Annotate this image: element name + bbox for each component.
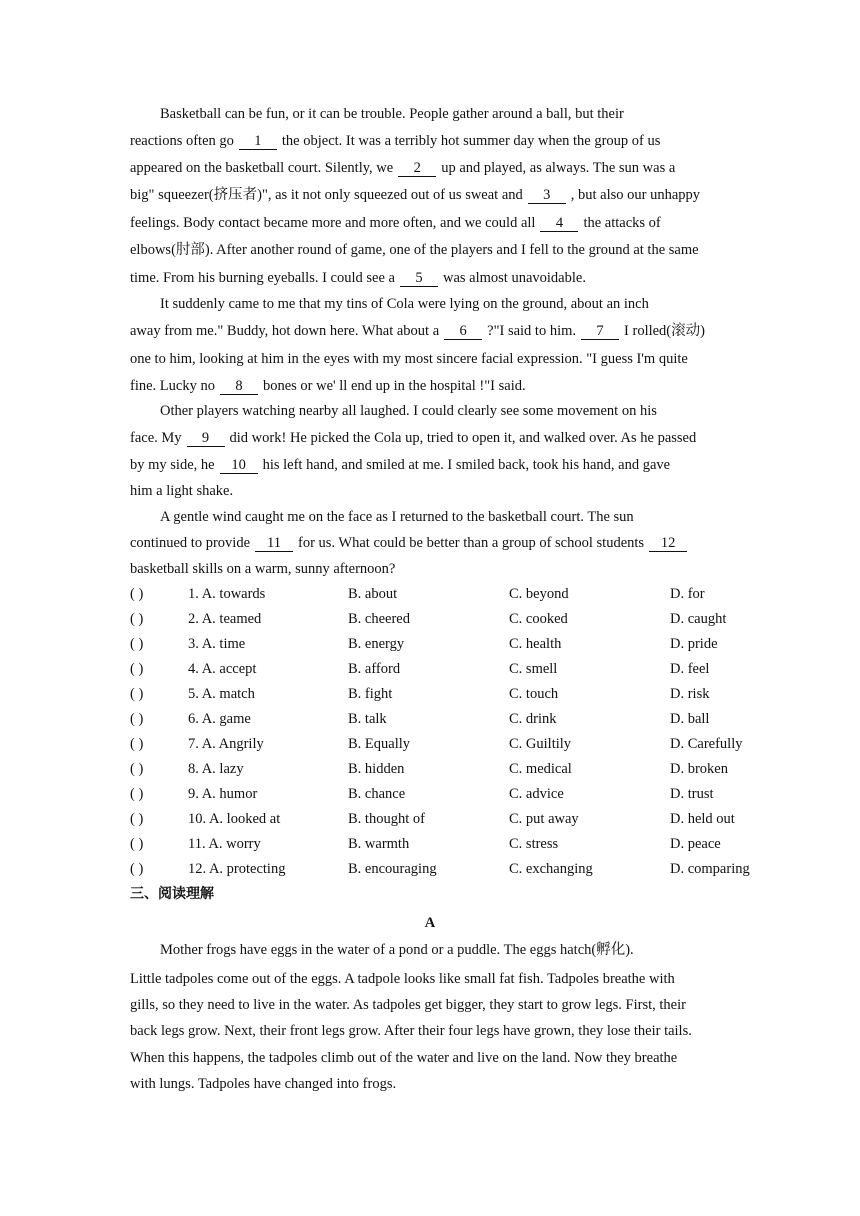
answer-slot[interactable]: ( )	[130, 661, 144, 677]
answer-slot[interactable]: ( )	[130, 611, 144, 627]
passage-line	[130, 213, 740, 233]
text: back legs grow. Next, their front legs grow. After their four legs have grown, they lose their tails.	[130, 1023, 692, 1039]
text: away from me." Buddy, hot down here. What about a	[130, 323, 440, 339]
question-row	[130, 659, 770, 679]
option-d: D. held out	[670, 811, 735, 827]
option-d: D. broken	[670, 761, 728, 777]
text: time. From his burning eyeballs. I could see a	[130, 270, 395, 286]
blank-9: 9	[187, 431, 225, 447]
option-c: C. advice	[509, 786, 564, 802]
blank-2: 2	[398, 161, 436, 177]
passage-line	[130, 995, 740, 1015]
text: Other players watching nearby all laughed. I could clearly see some movement on his	[160, 403, 657, 419]
passage-line	[160, 940, 770, 960]
text: Basketball can be fun, or it can be trouble. People gather around a ball, but their	[160, 106, 624, 122]
blank-6: 6	[444, 324, 482, 340]
answer-slot[interactable]: ( )	[130, 811, 144, 827]
option-a: 6. A. game	[188, 711, 251, 727]
option-c: C. smell	[509, 661, 558, 677]
option-a: 9. A. humor	[188, 786, 258, 802]
text: reactions often go	[130, 133, 234, 149]
passage-line	[130, 349, 740, 369]
answer-slot[interactable]: ( )	[130, 586, 144, 602]
text: I rolled(滚动)	[624, 323, 705, 339]
option-a: 3. A. time	[188, 636, 246, 652]
answer-slot[interactable]: ( )	[130, 636, 144, 652]
text: continued to provide	[130, 535, 251, 551]
text: him a light shake.	[130, 483, 234, 499]
text: one to him, looking at him in the eyes with my most sincere facial expression. "I guess I'm quite	[130, 351, 688, 367]
question-row	[130, 684, 770, 704]
option-c: C. stress	[509, 836, 559, 852]
option-b: B. cheered	[348, 611, 410, 627]
option-d: D. peace	[670, 836, 721, 852]
option-d: D. for	[670, 586, 705, 602]
option-b: B. warmth	[348, 836, 410, 852]
option-a: 4. A. accept	[188, 661, 257, 677]
passage-line	[160, 401, 770, 421]
option-d: D. risk	[670, 686, 710, 702]
passage-line	[130, 131, 740, 151]
passage-line	[130, 376, 740, 396]
question-row	[130, 859, 770, 879]
text: face. My	[130, 430, 182, 446]
passage-line	[130, 240, 740, 260]
text: appeared on the basketball court. Silently, we	[130, 160, 394, 176]
option-a: 2. A. teamed	[188, 611, 262, 627]
option-b: B. chance	[348, 786, 406, 802]
blank-12: 12	[649, 536, 687, 552]
text: his left hand, and smiled at me. I smiled back, took his hand, and gave	[262, 457, 671, 473]
text: gills, so they need to live in the water. As tadpoles get bigger, they start to grow legs. First, their	[130, 997, 686, 1013]
passage-line	[130, 533, 740, 553]
text: bones or we' ll end up in the hospital !"I said.	[262, 378, 526, 394]
text: basketball skills on a warm, sunny afternoon?	[130, 561, 396, 577]
answer-slot[interactable]: ( )	[130, 836, 144, 852]
passage-line	[130, 268, 740, 288]
option-c: C. beyond	[509, 586, 569, 602]
text: up and played, as always. The sun was a	[441, 160, 676, 176]
option-d: D. feel	[670, 661, 710, 677]
option-d: D. trust	[670, 786, 714, 802]
text: with lungs. Tadpoles have changed into frogs.	[130, 1076, 397, 1092]
answer-slot[interactable]: ( )	[130, 711, 144, 727]
text: fine. Lucky no	[130, 378, 215, 394]
passage-line	[130, 559, 740, 579]
passage-line	[130, 185, 740, 205]
option-b: B. fight	[348, 686, 393, 702]
option-d: D. pride	[670, 636, 718, 652]
blank-3: 3	[528, 188, 566, 204]
text: big" squeezer(挤压者)", as it not only squeezed out of us sweat and	[130, 187, 523, 203]
blank-10: 10	[220, 458, 258, 474]
text: for us. What could be better than a group of school students	[298, 535, 645, 551]
answer-slot[interactable]: ( )	[130, 686, 144, 702]
option-a: 8. A. lazy	[188, 761, 244, 777]
option-b: B. hidden	[348, 761, 405, 777]
text: Little tadpoles come out of the eggs. A tadpole looks like small fat fish. Tadpoles breathe with	[130, 971, 675, 987]
option-a: 11. A. worry	[188, 836, 261, 852]
blank-1: 1	[239, 134, 277, 150]
passage-line	[160, 507, 770, 527]
text: Mother frogs have eggs in the water of a pond or a puddle. The eggs hatch(孵化).	[160, 942, 634, 958]
blank-7: 7	[581, 324, 619, 340]
passage-line	[130, 1074, 740, 1094]
blank-5: 5	[400, 271, 438, 287]
text: elbows(肘部). After another round of game, one of the players and I fell to the ground at the same	[130, 242, 699, 258]
option-c: C. touch	[509, 686, 559, 702]
passage-heading: A	[424, 915, 436, 931]
blank-11: 11	[255, 536, 293, 552]
text: ?"I said to him.	[487, 323, 577, 339]
passage-line	[130, 1021, 740, 1041]
blank-8: 8	[220, 379, 258, 395]
answer-slot[interactable]: ( )	[130, 861, 144, 877]
option-d: D. caught	[670, 611, 727, 627]
option-a: 1. A. towards	[188, 586, 266, 602]
option-a: 10. A. looked at	[188, 811, 281, 827]
text: by my side, he	[130, 457, 215, 473]
passage-line	[130, 428, 740, 448]
option-b: B. Equally	[348, 736, 411, 752]
option-b: B. about	[348, 586, 398, 602]
option-b: B. energy	[348, 636, 405, 652]
answer-slot[interactable]: ( )	[130, 761, 144, 777]
option-c: C. exchanging	[509, 861, 593, 877]
option-c: C. Guiltily	[509, 736, 572, 752]
passage-line	[130, 455, 740, 475]
text: did work! He picked the Cola up, tried to open it, and walked over. As he passed	[229, 430, 697, 446]
text: the object. It was a terribly hot summer day when the group of us	[281, 133, 661, 149]
passage-line	[130, 1048, 740, 1068]
question-row	[130, 584, 770, 604]
question-row	[130, 784, 770, 804]
question-row	[130, 734, 770, 754]
option-a: 5. A. match	[188, 686, 255, 702]
text: When this happens, the tadpoles climb out of the water and live on the land. Now they breathe	[130, 1050, 678, 1066]
option-d: D. comparing	[670, 861, 750, 877]
option-c: C. health	[509, 636, 562, 652]
question-row	[130, 609, 770, 629]
passage-line	[130, 321, 740, 341]
passage-line	[160, 104, 770, 124]
passage-line	[160, 294, 770, 314]
passage-line	[130, 481, 740, 501]
passage-line	[130, 969, 740, 989]
question-row	[130, 634, 770, 654]
option-b: B. talk	[348, 711, 387, 727]
question-row	[130, 834, 770, 854]
option-b: B. afford	[348, 661, 401, 677]
blank-4: 4	[540, 216, 578, 232]
text: A gentle wind caught me on the face as I returned to the basketball court. The sun	[160, 509, 634, 525]
option-a: 7. A. Angrily	[188, 736, 264, 752]
text: It suddenly came to me that my tins of Cola were lying on the ground, about an inch	[160, 296, 649, 312]
option-b: B. encouraging	[348, 861, 437, 877]
text: , but also our unhappy	[570, 187, 701, 203]
option-d: D. Carefully	[670, 736, 743, 752]
passage-line	[130, 158, 740, 178]
question-row	[130, 709, 770, 729]
option-d: D. ball	[670, 711, 710, 727]
question-row	[130, 809, 770, 829]
option-a: 12. A. protecting	[188, 861, 286, 877]
option-c: C. medical	[509, 761, 572, 777]
option-c: C. drink	[509, 711, 557, 727]
text: the attacks of	[583, 215, 661, 231]
option-c: C. cooked	[509, 611, 568, 627]
question-row	[130, 759, 770, 779]
answer-slot[interactable]: ( )	[130, 786, 144, 802]
text: was almost unavoidable.	[442, 270, 586, 286]
section-title: 三、阅读理解	[130, 886, 214, 902]
text: feelings. Body contact became more and more often, and we could all	[130, 215, 536, 231]
option-b: B. thought of	[348, 811, 425, 827]
answer-slot[interactable]: ( )	[130, 736, 144, 752]
option-c: C. put away	[509, 811, 579, 827]
